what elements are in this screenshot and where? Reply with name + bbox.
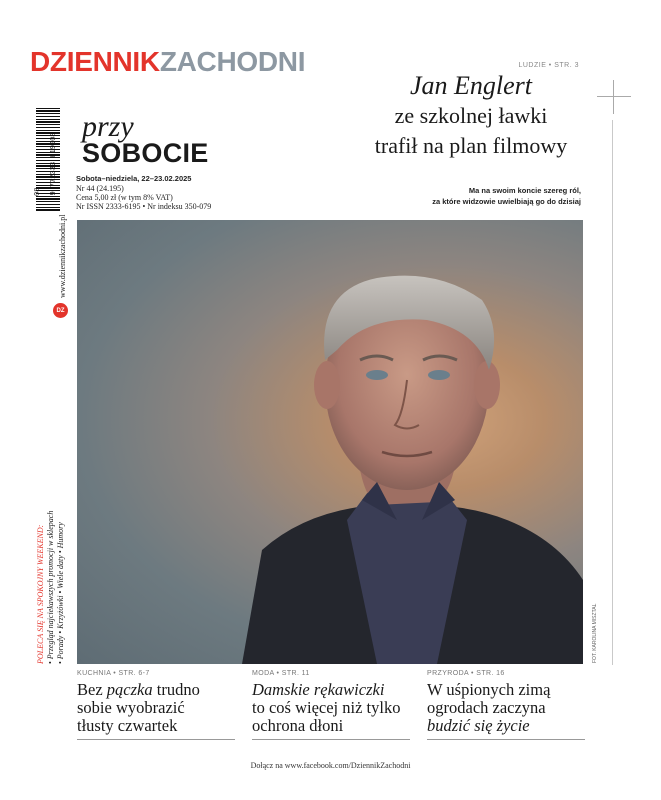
teaser-title-line1: W uśpionych zimą bbox=[427, 680, 551, 699]
cover-photo[interactable] bbox=[77, 220, 583, 664]
teaser-kicker: MODA • STR. 11 bbox=[252, 670, 310, 677]
teaser-title-italic: pączka bbox=[106, 680, 153, 699]
issue-number: Nr 44 (24.195) bbox=[76, 184, 124, 193]
teaser-title-italic: Damskie rękawiczki bbox=[252, 680, 385, 699]
portrait-illustration bbox=[77, 220, 583, 664]
teaser-title-line3: tłusty czwartek bbox=[77, 716, 178, 735]
side-recommend-line2: • Porady • Krzyżówki • Wiele daty • Humory bbox=[56, 522, 65, 664]
teaser-divider bbox=[427, 739, 585, 740]
masthead-logo bbox=[30, 48, 305, 76]
issue-price: Cena 5,00 zł (w tym 8% VAT) bbox=[76, 193, 173, 202]
issue-issn: Nr ISSN 2333-6195 • Nr indeksu 350-079 bbox=[76, 202, 212, 211]
lead-kicker: LUDZIE • STR. 3 bbox=[518, 62, 579, 69]
barcode-suffix: 08 bbox=[34, 187, 42, 196]
supplement-title-italic: przy bbox=[82, 110, 134, 143]
teaser-divider bbox=[77, 739, 235, 740]
side-recommend-title: POLECA SIĘ NA SPOKOJNY WEEKEND: bbox=[36, 524, 45, 664]
teaser-title[interactable] bbox=[252, 681, 410, 735]
teaser-title-italic: budzić się życie bbox=[427, 716, 530, 735]
masthead-part1: DZIENNIK bbox=[30, 46, 160, 77]
side-recommend-line1: • Przegląd najciekawszych promocji w sklepach bbox=[46, 510, 55, 664]
barcode-number: 9 772333 619008 bbox=[50, 132, 58, 196]
teaser-title[interactable] bbox=[427, 681, 585, 735]
teaser-title-line2: sobie wyobrazić bbox=[77, 698, 185, 717]
footer-facebook-link[interactable]: Dołącz na www.facebook.com/DziennikZachodni bbox=[250, 761, 411, 770]
teaser-kuchnia[interactable] bbox=[77, 670, 235, 740]
teaser-title-part: Bez bbox=[77, 680, 107, 699]
lead-subhead-line1: Ma na swoim koncie szereg ról, bbox=[468, 186, 581, 195]
teaser-kicker: PRZYRODA • STR. 16 bbox=[427, 670, 505, 677]
lead-subhead bbox=[361, 186, 581, 208]
teaser-title-line3: ochrona dłoni bbox=[252, 716, 344, 735]
teaser-title-line2: to coś więcej niż tylko bbox=[252, 698, 401, 717]
lead-headline-line2[interactable]: trafił na plan filmowy bbox=[374, 133, 568, 158]
teaser-przyroda[interactable] bbox=[427, 670, 585, 740]
lead-headline-name[interactable]: Jan Englert bbox=[409, 71, 533, 100]
teaser-kicker: KUCHNIA • STR. 6-7 bbox=[77, 670, 150, 677]
teaser-title[interactable] bbox=[77, 681, 235, 735]
side-website-url[interactable]: www.dziennikzachodni.pl bbox=[58, 214, 67, 298]
masthead-part2: ZACHODNI bbox=[159, 46, 306, 77]
teaser-moda[interactable] bbox=[252, 670, 410, 740]
teaser-title-part: trudno bbox=[152, 680, 200, 699]
teaser-title-line2: ogrodach zaczyna bbox=[427, 698, 546, 717]
registration-mark-vertical bbox=[613, 80, 614, 114]
dz-logo-icon: DZ bbox=[53, 303, 68, 318]
lead-subhead-line2: za które widzowie uwielbiają go do dzisiaj bbox=[432, 196, 581, 206]
lead-headline-line1[interactable]: ze szkolnej ławki bbox=[394, 103, 548, 128]
issue-date: Sobota–niedziela, 22–23.02.2025 bbox=[76, 174, 192, 183]
photo-credit: FOT. KAROLINA MISZTAL bbox=[592, 603, 598, 663]
supplement-title-bold: SOBOCIE bbox=[82, 138, 209, 168]
right-margin-rule bbox=[612, 120, 613, 665]
registration-mark-horizontal bbox=[597, 96, 631, 97]
teaser-divider bbox=[252, 739, 410, 740]
